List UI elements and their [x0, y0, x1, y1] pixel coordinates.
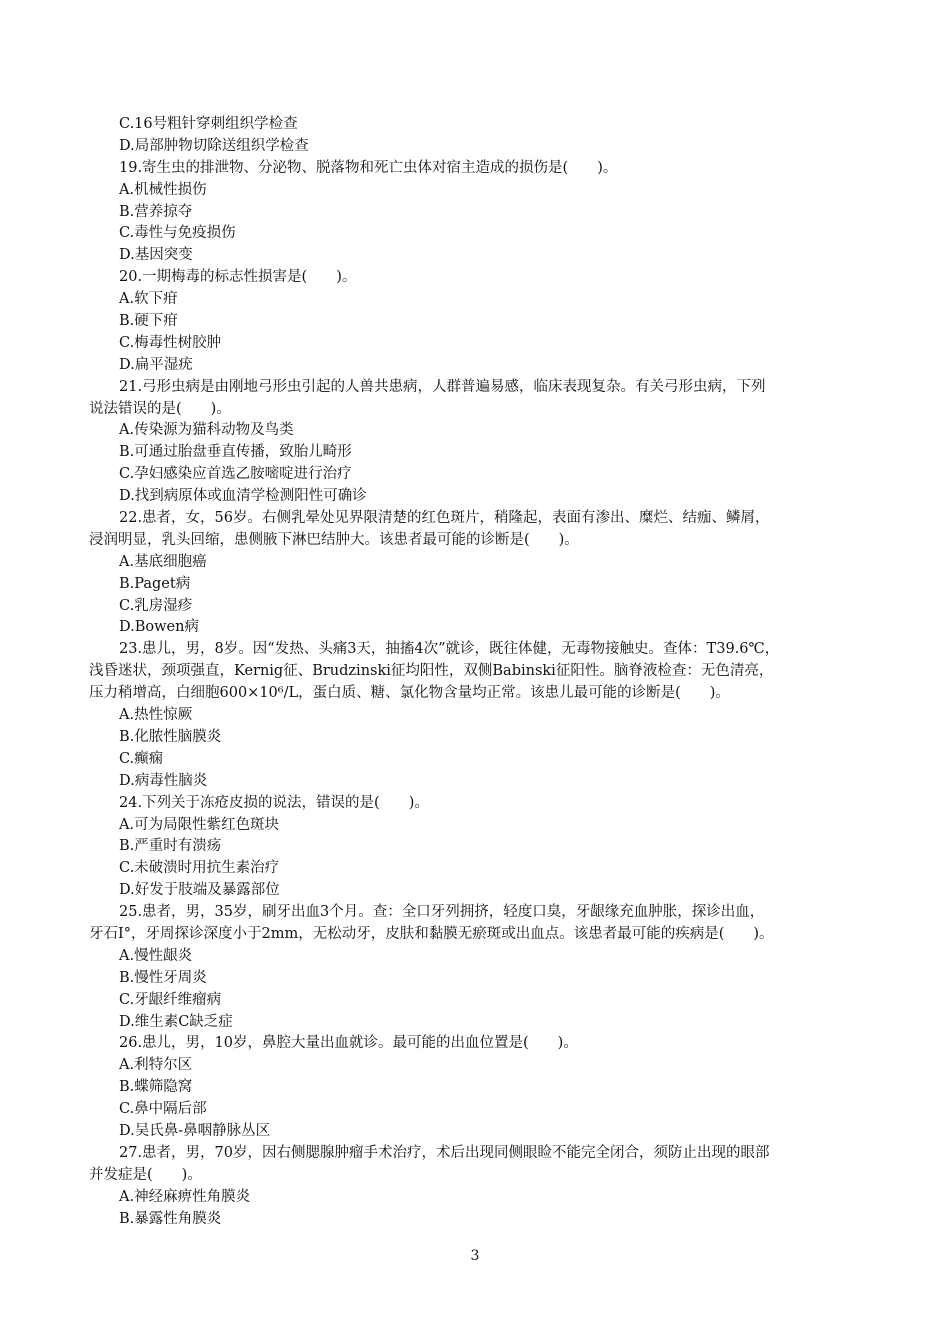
question-stem: 25.患者，男，35岁，刷牙出血3个月。查：全口牙列拥挤，轻度口臭，牙龈缘充血肿胀，探诊出血，: [119, 904, 765, 921]
option-line: D.吴氏鼻-鼻咽静脉丛区: [119, 1122, 271, 1139]
option-line: A.软下疳: [119, 291, 178, 308]
question-stem: 19.寄生虫的排泄物、分泌物、脱落物和死亡虫体对宿主造成的损伤是( )。: [119, 159, 618, 176]
question-stem: 23.患儿，男，8岁。因“发热、头痛3天，抽搐4次”就诊，既往体健，无毒物接触史。查体：T39.6℃，: [119, 641, 780, 658]
option-line: C.毒性与免疫损伤: [119, 225, 236, 242]
option-line: D.好发于肢端及暴露部位: [119, 882, 280, 899]
option-line: B.暴露性角膜炎: [119, 1210, 222, 1227]
option-line: C.鼻中隔后部: [119, 1101, 207, 1118]
question-stem-continuation: 压力稍增高，白细胞600×10⁶/L，蛋白质、糖、氯化物含量均正常。该患儿最可能的诊断是( )。: [89, 685, 730, 702]
option-line: B.化脓性脑膜炎: [119, 728, 222, 745]
question-stem: 24.下列关于冻疮皮损的说法，错误的是( )。: [119, 794, 429, 811]
option-line: B.Paget病: [119, 575, 191, 592]
option-line: C.16号粗针穿刺组织学检查: [119, 116, 298, 132]
option-line: A.热性惊厥: [119, 707, 193, 724]
option-line: A.可为局限性紫红色斑块: [119, 816, 280, 833]
option-line: B.蝶筛隐窝: [119, 1079, 193, 1096]
question-stem: 26.患儿，男，10岁，鼻腔大量出血就诊。最可能的出血位置是( )。: [119, 1035, 578, 1052]
option-line: A.神经麻痹性角膜炎: [119, 1188, 251, 1205]
option-line: D.局部肿物切除送组织学检查: [119, 137, 309, 154]
option-line: C.牙龈纤维瘤病: [119, 991, 222, 1008]
question-stem: 22.患者，女，56岁。右侧乳晕处见界限清楚的红色斑片，稍隆起，表面有渗出、糜烂、结痂、鳞屑，: [119, 510, 770, 527]
page-number: 3: [470, 1248, 480, 1264]
question-stem-continuation: 浅昏迷状，颈项强直，Kernig征、Brudzinski征均阳性，双侧Babinski征阳性。脑脊液检查：无色清亮，: [89, 663, 774, 680]
option-line: B.营养掠夺: [119, 203, 193, 220]
question-stem: 20.一期梅毒的标志性损害是( )。: [119, 269, 357, 286]
question-stem-continuation: 并发症是( )。: [89, 1166, 202, 1183]
option-line: A.慢性龈炎: [119, 947, 193, 964]
option-line: C.梅毒性树胶肿: [119, 334, 222, 351]
question-list: [89, 114, 867, 1230]
option-line: D.病毒性脑炎: [119, 772, 208, 789]
option-line: D.找到病原体或血清学检测阳性可确诊: [119, 488, 367, 505]
option-line: C.未破溃时用抗生素治疗: [119, 860, 280, 877]
option-line: A.机械性损伤: [119, 181, 207, 198]
option-line: D.维生素C缺乏症: [119, 1013, 233, 1030]
option-line: B.慢性牙周炎: [119, 969, 207, 986]
option-line: A.传染源为猫科动物及鸟类: [119, 422, 294, 439]
option-line: C.癫痫: [119, 750, 164, 767]
option-line: D.扁平湿疣: [119, 356, 193, 373]
option-line: A.利特尔区: [119, 1057, 193, 1074]
option-line: B.硬下疳: [119, 313, 178, 330]
option-line: B.严重时有溃疡: [119, 838, 222, 855]
question-stem-continuation: 说法错误的是( )。: [89, 400, 231, 417]
question-stem: 21.弓形虫病是由刚地弓形虫引起的人兽共患病，人群普遍易感，临床表现复杂。有关弓形虫病，下列: [119, 378, 766, 395]
option-line: B.可通过胎盘垂直传播，致胎儿畸形: [119, 444, 352, 461]
option-line: D.基因突变: [119, 247, 193, 264]
option-line: C.乳房湿疹: [119, 597, 193, 614]
option-line: D.Bowen病: [119, 619, 199, 636]
option-line: A.基底细胞癌: [119, 553, 207, 570]
question-stem: 27.患者，男，70岁，因右侧腮腺肿瘤手术治疗，术后出现同侧眼睑不能完全闭合，须防止出现的眼部: [119, 1144, 770, 1161]
question-stem-continuation: 浸润明显，乳头回缩，患侧腋下淋巴结肿大。该患者最可能的诊断是( )。: [89, 531, 579, 548]
question-stem-continuation: 牙石Ⅰ°，牙周探诊深度小于2mm，无松动牙，皮肤和黏膜无瘀斑或出血点。该患者最可能的疾病是( )。: [89, 925, 774, 942]
option-line: C.孕妇感染应首选乙胺嘧啶进行治疗: [119, 466, 352, 483]
